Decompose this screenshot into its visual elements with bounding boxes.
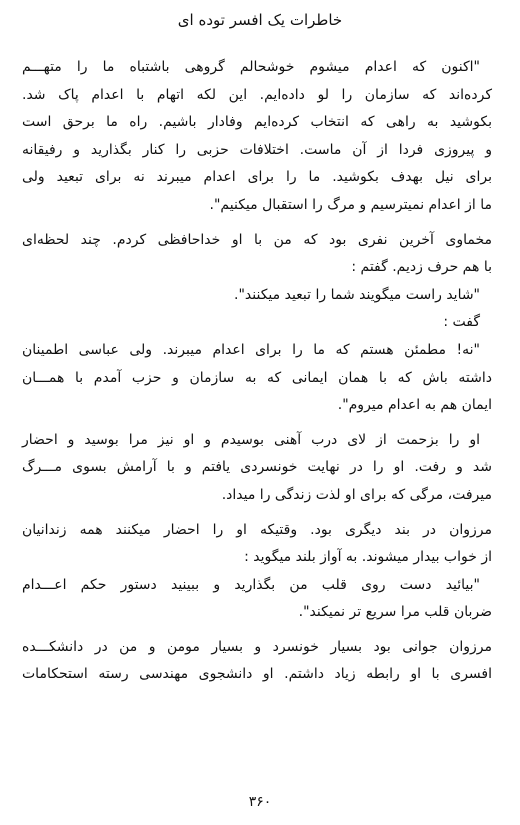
text-line: گفت : (443, 314, 480, 331)
text-line: از خواب بیدار میشوند. به آواز بلند میگوید : (244, 549, 492, 566)
text-line: ضربان قلب مرا سریع تر نمیکند". (298, 604, 492, 621)
text-line: مرزوان جوانی بود بسیار خونسرد و بسیار مومن و من در دانشکـــده (22, 638, 492, 655)
text-line: داشته باش که با همان ایمانی که به سازمان و حزب آمدم با همـــان (22, 369, 492, 386)
text-line: مرزوان در بند دیگری بود. وقتیکه او را احضار میکنند همه زندانیان (22, 521, 492, 538)
body-text (22, 54, 492, 689)
text-line: "نه! مطمئن هستم که ما را برای اعدام میبرند. ولی عباسی اطمینان (22, 341, 480, 358)
text-line: "شاید راست میگویند شما را تبعید میکنند". (234, 286, 480, 303)
text-line: با هم حرف زدیم. گفتم : (351, 259, 492, 276)
text-line: کرده‌اند که سازمان را لو داده‌ایم. این لکه اتهام با اعدام پاک شد. (22, 86, 492, 103)
text-line: ما از اعدام نمیترسیم و مرگ را استقبال میکنیم". (209, 196, 492, 213)
text-line: افسری با او رابطه زیاد داشتم. او دانشجوی مهندسی رسته استحکامات (22, 666, 492, 683)
text-line: او را بزحمت از لای درب آهنی بوسیدم و او نیز مرا بوسید و احضار (22, 431, 480, 448)
text-line: مخماوی آخرین نفری بود که من با او خداحافظی کردم. چند لحظه‌ای (22, 231, 492, 248)
text-line: ایمان هم به اعدام میروم". (337, 397, 492, 414)
text-line: میرفت، مرگی که برای او لذت زندگی را میداد. (221, 486, 492, 503)
text-line: "اکنون که اعدام میشوم خوشحالم گروهی باشتباه ما را متهـــم (22, 59, 480, 75)
text-line: برای نیل بهدف بکوشید. ما را برای اعدام میبرند نه برای تبعید ولی (22, 169, 492, 186)
text-line: بکوشید به راهی که انتخاب کرده‌ایم وفادار باشیم. راه ما برحق است (22, 114, 492, 131)
running-head: خاطرات یک افسر توده ای (177, 11, 343, 29)
text-line: "بیائید دست روی قلب من بگذارید و ببینید دستور حکم اعـــدام (22, 576, 480, 593)
page-number: ۳۶۰ (248, 794, 272, 810)
text-line: شد و رفت. او را در نهایت خونسردی یافتم و با آرامش بسوی مـــرگ (22, 459, 492, 476)
text-line: و پیروزی فردا از آن ماست. اختلافات حزبی را کنار بگذارید و رفیقانه (22, 141, 492, 158)
